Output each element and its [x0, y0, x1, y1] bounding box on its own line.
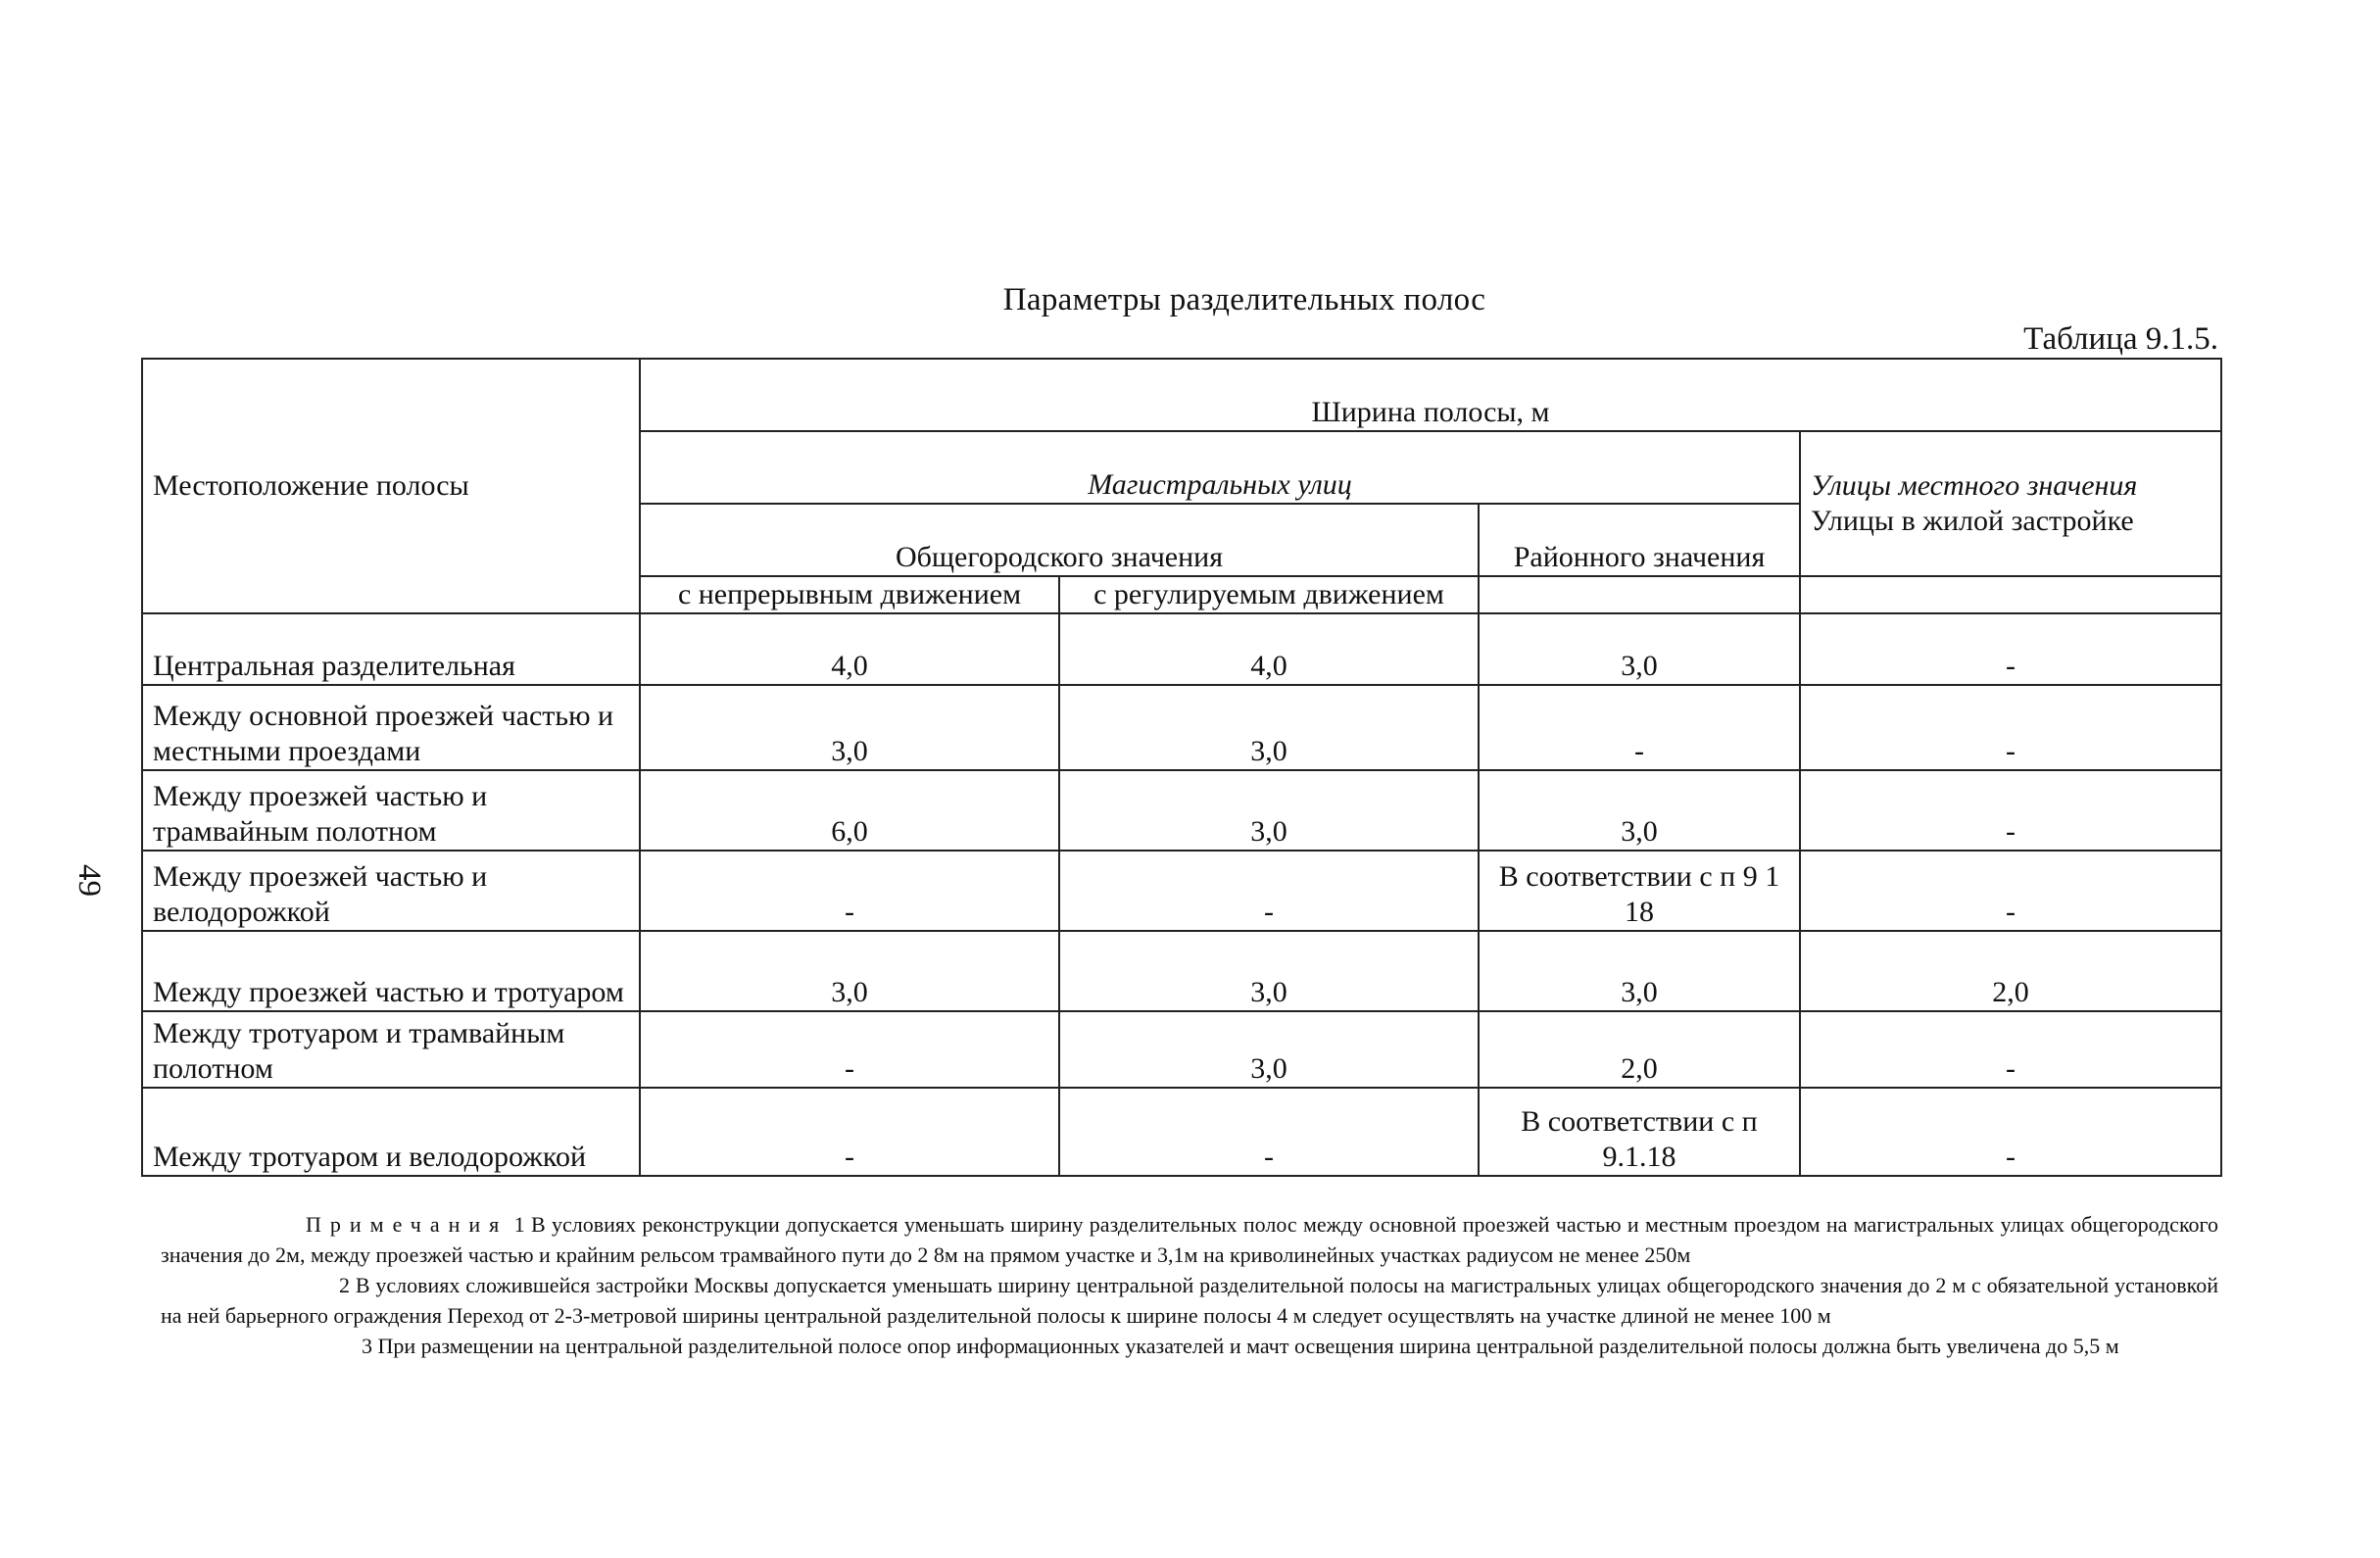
- note-2: 2 В условиях сложившейся застройки Москвы допускается уменьшать ширину центральной разделительной полосы на магистральных улицах общегородского значения до 2 м с обязательной установкой на ней барьерного ограждения Переход от 2-3-метровой ширины центральной разделительной полосы к ширине полосы 4 м следует осуществлять на участке длиной не менее 100 м: [161, 1273, 2218, 1328]
- header-citywide: Общегородского значения: [640, 504, 1479, 576]
- header-blank-district: [1479, 576, 1800, 613]
- cell-continuous: 3,0: [640, 931, 1059, 1011]
- notes-label: Примечания: [306, 1212, 509, 1237]
- cell-regulated: 3,0: [1059, 931, 1479, 1011]
- header-blank-local: [1800, 576, 2221, 613]
- header-continuous: с непрерывным движением: [640, 576, 1059, 613]
- note-1: [161, 1209, 2218, 1270]
- cell-continuous: -: [640, 1088, 1059, 1176]
- table-row: [142, 770, 2221, 851]
- cell-district: 3,0: [1479, 931, 1800, 1011]
- notes: [161, 1209, 2218, 1361]
- cell-local: -: [1800, 1011, 2221, 1088]
- row-location: Между тротуаром и велодорожкой: [142, 1088, 640, 1176]
- table-row: [142, 851, 2221, 931]
- cell-district: 3,0: [1479, 770, 1800, 851]
- header-width: Ширина полосы, м: [640, 359, 2221, 431]
- table-label: Таблица 9.1.5.: [2023, 321, 2218, 357]
- table-row: [142, 613, 2221, 685]
- row-location: Между основной проезжей частью и местными проездами: [142, 685, 640, 770]
- cell-local: -: [1800, 851, 2221, 931]
- row-location: Между проезжей частью и тротуаром: [142, 931, 640, 1011]
- cell-district: В соответствии с п 9 1 18: [1479, 851, 1800, 931]
- table-row: [142, 1088, 2221, 1176]
- header-district: Районного значения: [1479, 504, 1800, 576]
- table-row: [142, 931, 2221, 1011]
- cell-continuous: 6,0: [640, 770, 1059, 851]
- header-arterial: Магистральных улиц: [640, 431, 1800, 504]
- table-row: [142, 1011, 2221, 1088]
- cell-district: -: [1479, 685, 1800, 770]
- row-location: Между проезжей частью и велодорожкой: [142, 851, 640, 931]
- cell-district: В соответствии с п 9.1.18: [1479, 1088, 1800, 1176]
- row-location: Между проезжей частью и трамвайным полотном: [142, 770, 640, 851]
- cell-regulated: 3,0: [1059, 1011, 1479, 1088]
- header-local: Улицы местного значения: [1811, 469, 2138, 502]
- note-3: 3 При размещении на центральной разделительной полосе опор информационных указателей и мачт освещения ширина центральной разделительной полосы должна быть увеличена до 5,5 м: [362, 1334, 2119, 1358]
- page-number: 49: [72, 864, 107, 897]
- cell-continuous: 4,0: [640, 613, 1059, 685]
- header-regulated: с регулируемым движением: [1059, 576, 1479, 613]
- cell-regulated: 4,0: [1059, 613, 1479, 685]
- cell-regulated: -: [1059, 851, 1479, 931]
- cell-local: 2,0: [1800, 931, 2221, 1011]
- cell-district: 2,0: [1479, 1011, 1800, 1088]
- header-location: Местоположение полосы: [142, 359, 640, 613]
- note-1-text: 1 В условиях реконструкции допускается уменьшать ширину разделительных полос между основной проезжей частью и местным проездом на магистральных улицах общегородского значения до 2м, между проезжей частью и крайним рельсом трамвайного пути до 2 8м на прямом участке и 3,1м на криволинейных участках радиусом не менее 250м: [161, 1212, 2218, 1267]
- cell-district: 3,0: [1479, 613, 1800, 685]
- cell-local: -: [1800, 1088, 2221, 1176]
- cell-continuous: -: [640, 1011, 1059, 1088]
- cell-continuous: 3,0: [640, 685, 1059, 770]
- cell-regulated: 3,0: [1059, 685, 1479, 770]
- cell-regulated: -: [1059, 1088, 1479, 1176]
- table-row: [142, 685, 2221, 770]
- row-location: Между тротуаром и трамвайным полотном: [142, 1011, 640, 1088]
- cell-local: -: [1800, 613, 2221, 685]
- row-location: Центральная разделительная: [142, 613, 640, 685]
- header-residential: Улицы в жилой застройке: [1811, 505, 2134, 537]
- document-title: Параметры разделительных полос: [1002, 282, 1486, 317]
- parameters-table: [141, 358, 2222, 1177]
- cell-local: -: [1800, 685, 2221, 770]
- cell-regulated: 3,0: [1059, 770, 1479, 851]
- cell-continuous: -: [640, 851, 1059, 931]
- cell-local: -: [1800, 770, 2221, 851]
- header-local-residential: [1800, 431, 2221, 576]
